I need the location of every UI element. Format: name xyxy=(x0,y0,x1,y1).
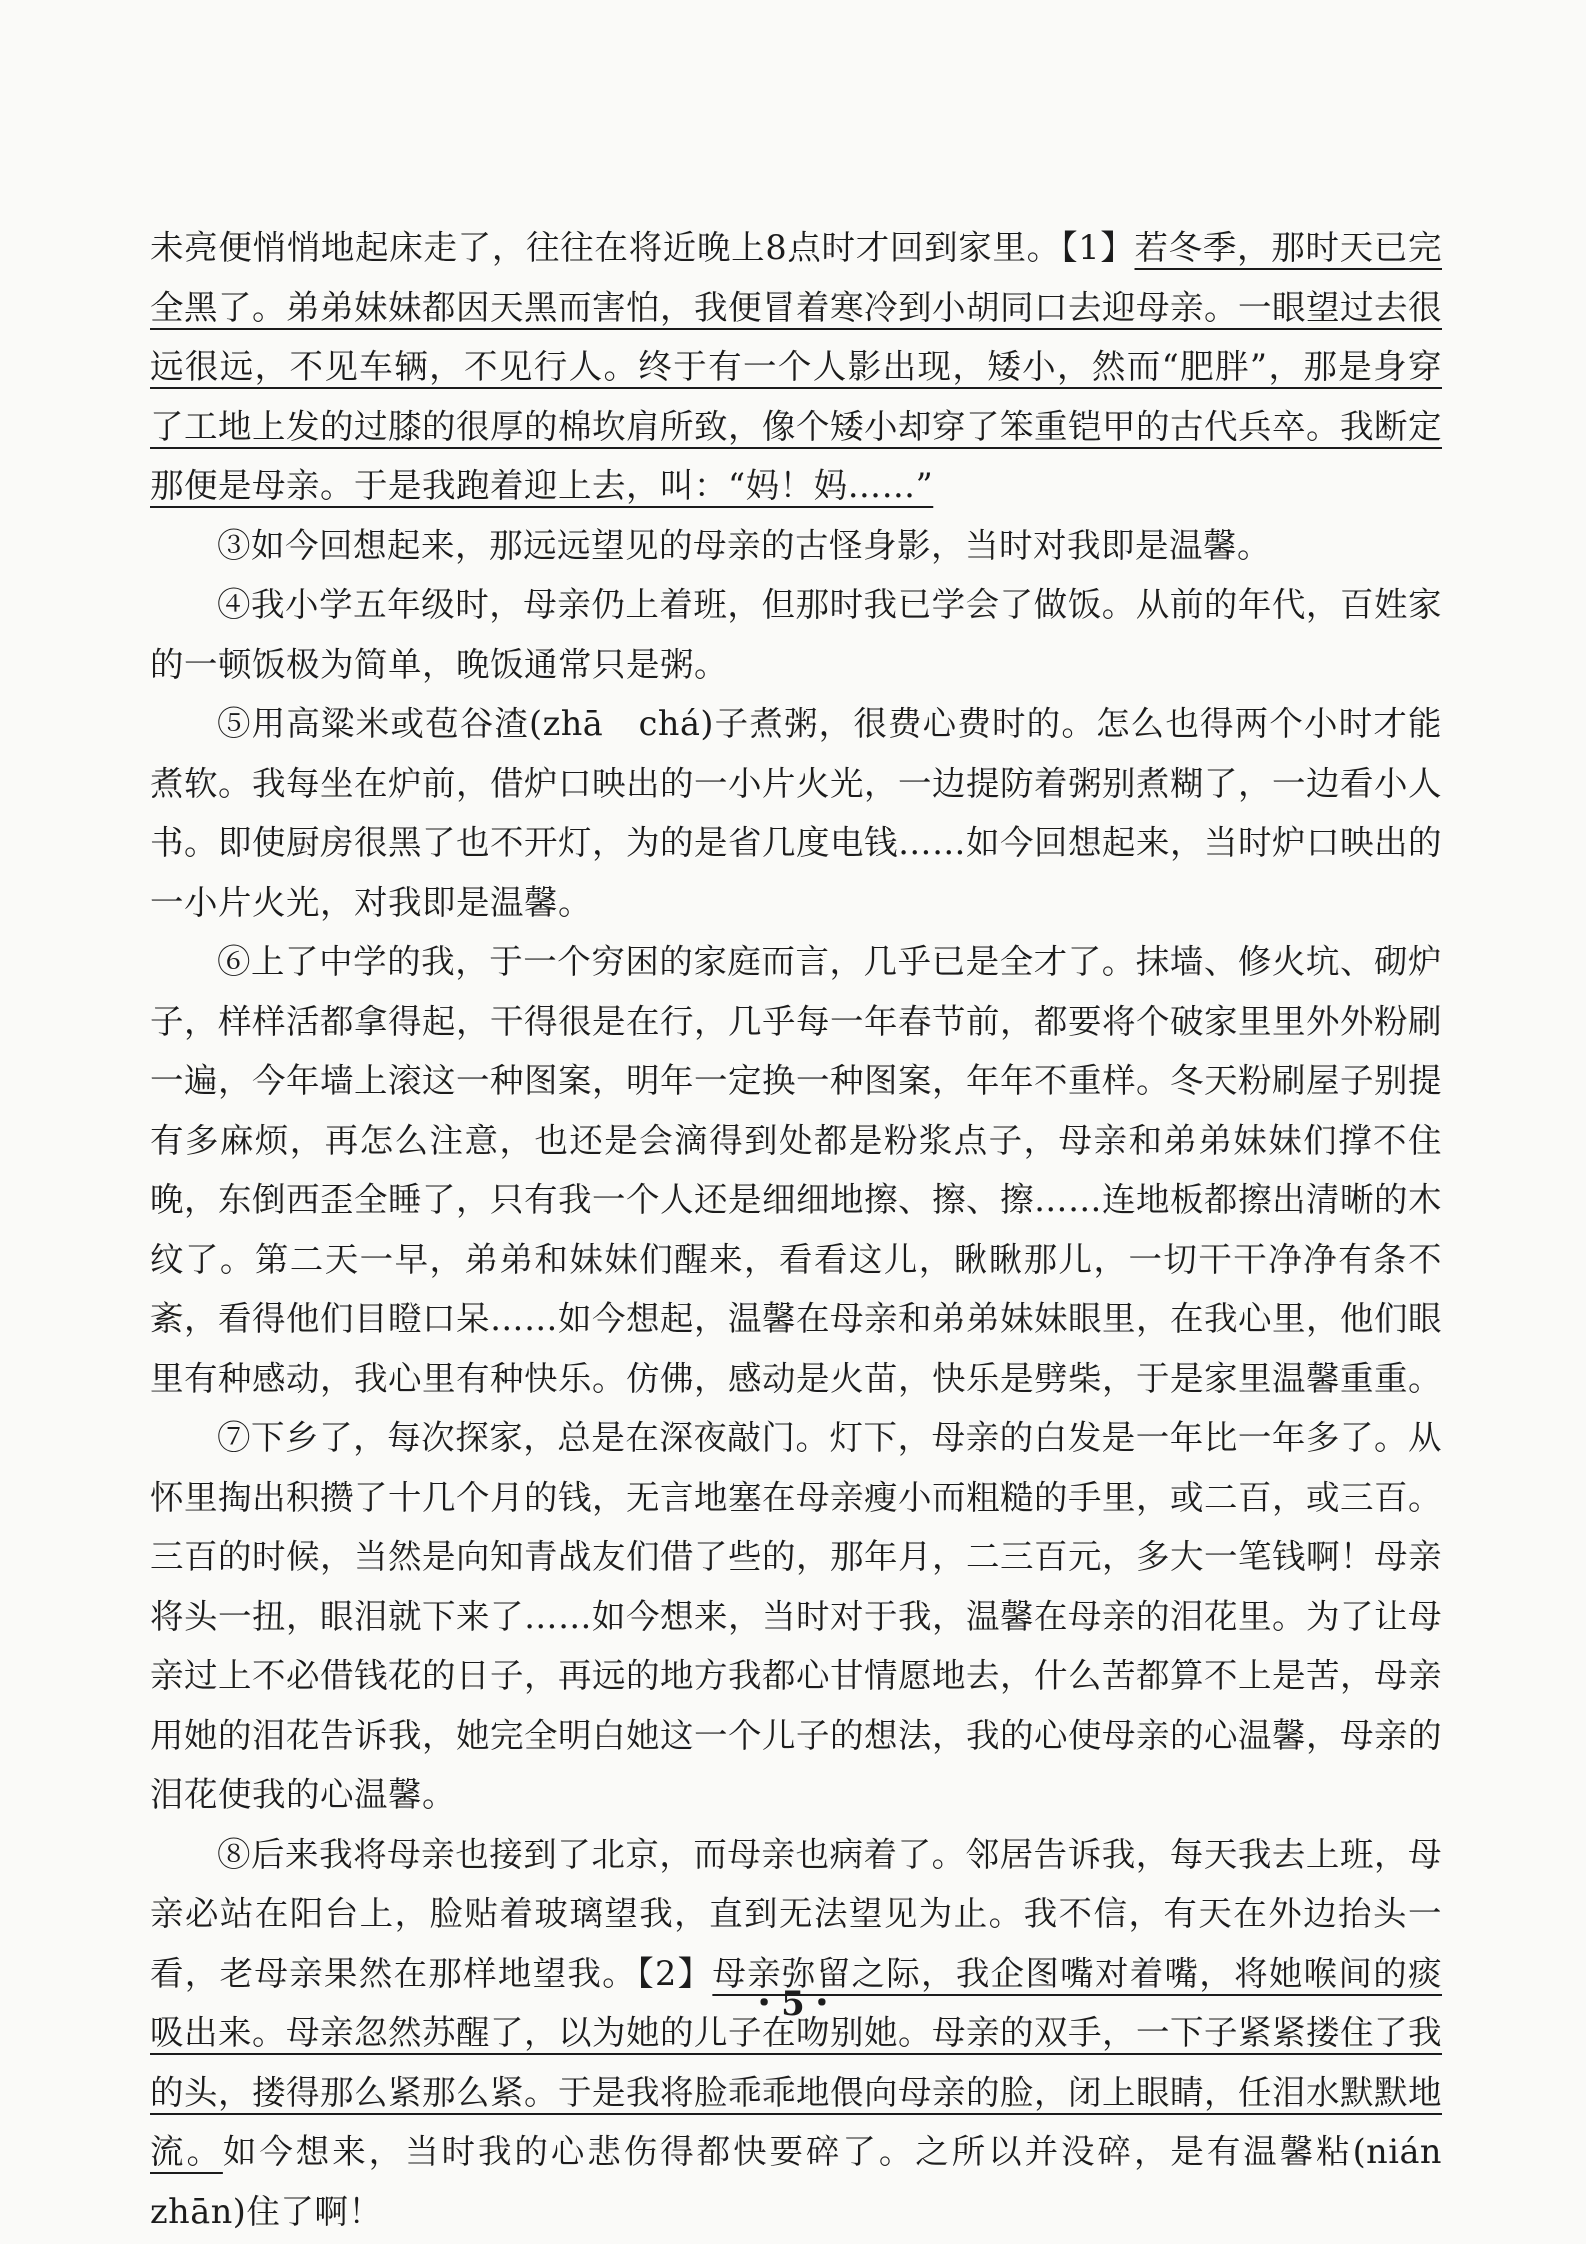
paragraph xyxy=(150,516,1442,576)
text-segment: ⑦下乡了，每次探家，总是在深夜敲门。灯下，母亲的白发是一年比一年多了。从怀里掏出积攒了十几个月的钱，无言地塞在母亲瘦小而粗糙的手里，或二百，或三百。三百的时候，当然是向知青战友们借了些的，那年月，二三百元，多大一笔钱啊！母亲将头一扭，眼泪就下来了……如今想来，当时对于我，温馨在母亲的泪花里。为了让母亲过上不必借钱花的日子，再远的地方我都心甘情愿地去，什么苦都算不上是苦，母亲用她的泪花告诉我，她完全明白她这一个儿子的想法，我的心使母亲的心温馨，母亲的泪花使我的心温馨。 xyxy=(150,1418,1442,1814)
text-segment: ⑥上了中学的我，于一个穷困的家庭而言，几乎已是全才了。抹墙、修火坑、砌炉子，样样活都拿得起，干得很是在行，几乎每一年春节前，都要将个破家里里外外粉刷一遍，今年墙上滚这一种图案，明年一定换一种图案，年年不重样。冬天粉刷屋子别提有多麻烦，再怎么注意，也还是会滴得到处都是粉浆点子，母亲和弟弟妹妹们撑不住晚，东倒西歪全睡了，只有我一个人还是细细地擦、擦、擦……连地板都擦出清晰的木纹了。第二天一早，弟弟和妹妹们醒来，看看这儿，瞅瞅那儿，一切干干净净有条不紊，看得他们目瞪口呆……如今想起，温馨在母亲和弟弟妹妹眼里，在我心里，他们眼里有种感动，我心里有种快乐。仿佛，感动是火苗，快乐是劈柴，于是家里温馨重重。 xyxy=(150,942,1442,1398)
page-number: ・5・ xyxy=(747,1984,839,2024)
text-segment: ③如今回想起来，那远远望见的母亲的古怪身影，当时对我即是温馨。 xyxy=(217,525,1271,565)
paragraph xyxy=(150,575,1442,694)
text-segment: 未亮便悄悄地起床走了，往往在将近晚上8点时才回到家里。【1】 xyxy=(150,228,1135,267)
text-body xyxy=(150,218,1442,2241)
text-segment: ⑤用高粱米或苞谷渣(zhā chá)子煮粥，很费心费时的。怎么也得两个小时才能煮软。我每坐在炉前，借炉口映出的一小片火光，一边提防着粥别煮糊了，一边看小人书。即使厨房很黑了也不开灯，为的是省几度电钱……如今回想起来，当时炉口映出的一小片火光，对我即是温馨。 xyxy=(150,704,1442,922)
paragraph xyxy=(150,1408,1442,1825)
text-segment: 如今想来，当时我的心悲伤得都快要碎了。之所以并没碎，是有温馨粘(nián zhān)住了啊！ xyxy=(150,2132,1443,2231)
text-segment: ⑧后来我将母亲也接到了北京，而母亲也病着了。邻居告诉我，每天我去上班，母亲必站在阳台上，脸贴着玻璃望我，直到无法望见为止。我不信，有天在外边抬头一看，老母亲果然在那样地望我。【2】 xyxy=(150,1834,1442,1993)
underlined-text: 母亲弥留之际，我企图嘴对着嘴，将她喉间的痰吸出来。母亲忽然苏醒了，以为她的儿子在吻别她。母亲的双手，一下子紧紧搂住了我的头，搂得那么紧那么紧。于是我将脸乖乖地偎向母亲的脸，闭上眼睛，任泪水默默地流。 xyxy=(150,1953,1442,2171)
paragraph xyxy=(150,1825,1442,2242)
paragraph xyxy=(150,218,1442,516)
paragraph xyxy=(150,694,1442,932)
underlined-text: 若冬季，那时天已完全黑了。弟弟妹妹都因天黑而害怕，我便冒着寒冷到小胡同口去迎母亲。一眼望过去很远很远，不见车辆，不见行人。终于有一个人影出现，矮小，然而“肥胖”，那是身穿了工地上发的过膝的很厚的棉坎肩所致，像个矮小却穿了笨重铠甲的古代兵卒。我断定那便是母亲。于是我跑着迎上去，叫：“妈！妈……” xyxy=(150,228,1442,505)
paragraph xyxy=(150,932,1442,1408)
text-segment: ④我小学五年级时，母亲仍上着班，但那时我已学会了做饭。从前的年代，百姓家的一顿饭极为简单，晚饭通常只是粥。 xyxy=(150,585,1442,684)
